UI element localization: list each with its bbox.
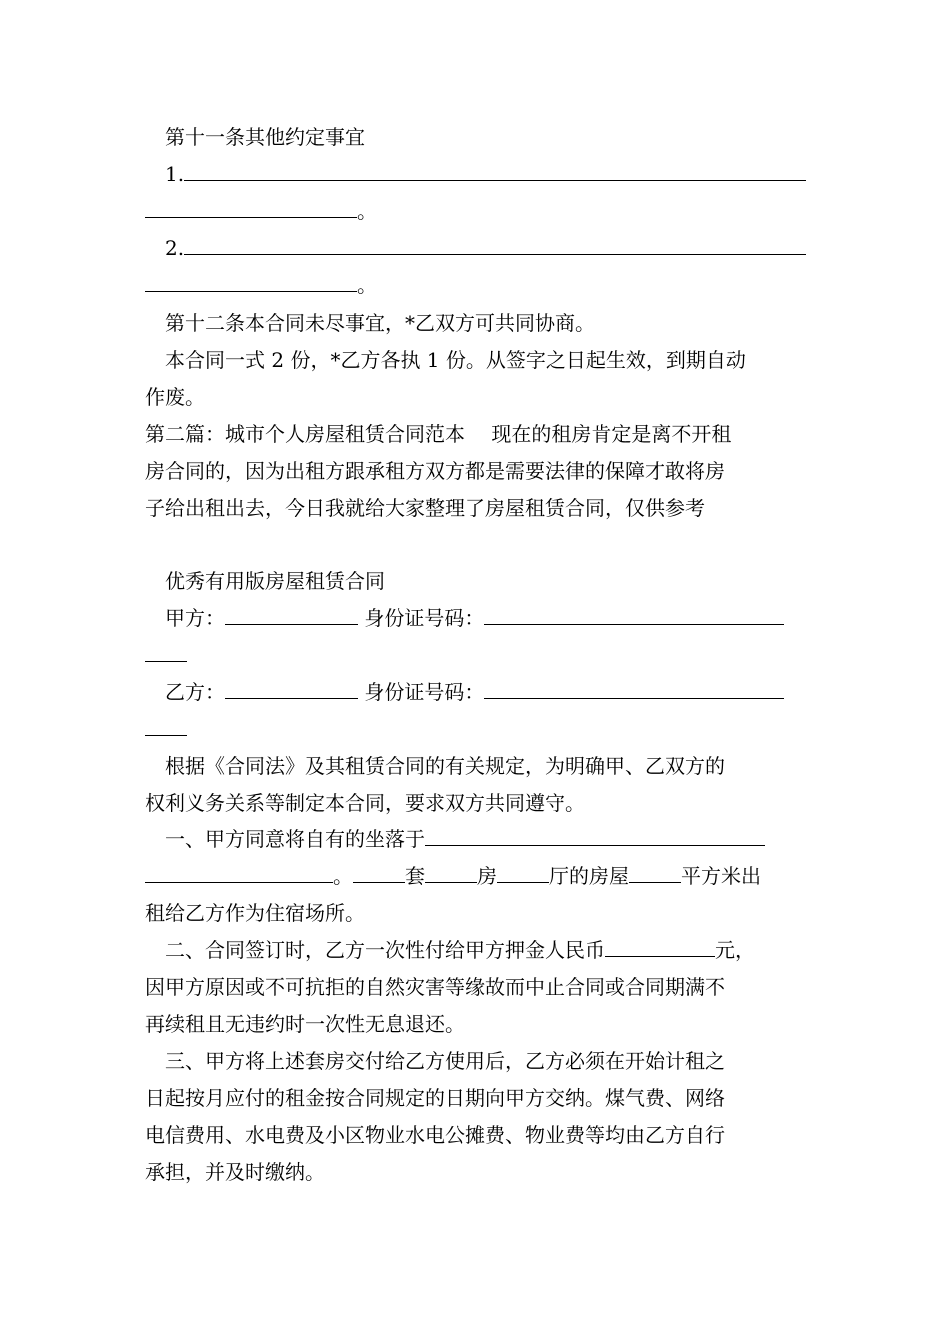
clause-1-ting-blank — [497, 858, 549, 883]
clause-2-line-3 — [145, 1006, 810, 1042]
party-a-name-blank — [225, 600, 358, 625]
clause-1-line-3 — [145, 895, 810, 931]
clause-1-area: 平方米出 — [681, 864, 761, 888]
part-2-line-1 — [145, 416, 810, 452]
part-2-text-1: 第二篇：城市个人房屋租赁合同范本 现在的租房肯定是离不开租 — [145, 422, 732, 446]
part-2-text-2: 房合同的，因为出租方跟承租方双方都是需要法律的保障才敢将房 — [145, 459, 725, 483]
party-b-id-blank — [484, 674, 784, 699]
clause-3-text-3: 电信费用、水电费及小区物业水电公摊费、物业费等均由乙方自行 — [145, 1123, 725, 1147]
copies-text-1: 本合同一式 2 份，*乙方各执 1 份。从签字之日起生效，到期自动 — [165, 348, 746, 372]
item-1-period: 。 — [357, 199, 377, 223]
clause-3-line-1 — [145, 1043, 810, 1079]
clause-1-ting: 厅的房屋 — [549, 864, 629, 888]
copies-text-2: 作废。 — [145, 385, 205, 409]
clause-2-deposit-blank — [605, 932, 715, 957]
article-12 — [145, 305, 810, 341]
contract-title-text: 优秀有用版房屋租赁合同 — [165, 569, 385, 593]
part-2-line-2 — [145, 453, 810, 489]
clause-1-period: 。 — [333, 864, 353, 888]
party-b-continuation — [145, 711, 810, 747]
party-b-line — [145, 674, 810, 710]
article-12-text: 第十二条本合同未尽事宜，*乙双方可共同协商。 — [165, 311, 595, 335]
clause-2-text-3: 再续租且无违约时一次性无息退还。 — [145, 1012, 465, 1036]
clause-1-fang-blank — [425, 858, 477, 883]
clause-3-text-1: 三、甲方将上述套房交付给乙方使用后，乙方必须在开始计租之 — [165, 1049, 725, 1073]
party-a-continuation — [145, 637, 810, 673]
clause-2-text-1: 二、合同签订时，乙方一次性付给甲方押金人民币 — [165, 938, 605, 962]
clause-1-location-blank — [425, 821, 765, 846]
party-b-name-blank — [225, 674, 358, 699]
clause-2-line-2 — [145, 969, 810, 1005]
party-b-id-label: 身份证号码： — [358, 680, 485, 704]
clause-1-fang: 房 — [477, 864, 497, 888]
party-a-line — [145, 600, 810, 636]
item-2-label: 2. — [165, 236, 185, 260]
item-1-blank-cont — [145, 193, 357, 218]
item-1-continuation — [145, 193, 810, 229]
item-1-blank — [184, 156, 806, 181]
article-11-title-text: 第十一条其他约定事宜 — [165, 125, 365, 149]
party-b-id-blank-cont — [145, 711, 187, 736]
clause-2-text-2: 因甲方原因或不可抗拒的自然灾害等缘故而中止合同或合同期满不 — [145, 975, 725, 999]
party-a-id-blank-cont — [145, 637, 187, 662]
copies-line-1 — [145, 342, 810, 378]
article-11-title — [145, 119, 810, 155]
clause-3-line-2 — [145, 1080, 810, 1116]
basis-text-2: 权利义务关系等制定本合同，要求双方共同遵守。 — [145, 791, 585, 815]
item-1-label: 1. — [165, 162, 185, 186]
clause-1-area-blank — [629, 858, 681, 883]
party-a-id-label: 身份证号码： — [358, 606, 485, 630]
clause-3-line-4 — [145, 1154, 810, 1190]
clause-1-tao: 套 — [405, 864, 425, 888]
clause-1-line-1 — [145, 821, 810, 857]
basis-line-2 — [145, 785, 810, 821]
item-2-blank — [184, 230, 806, 255]
clause-3-text-2: 日起按月应付的租金按合同规定的日期向甲方交纳。煤气费、网络 — [145, 1086, 725, 1110]
contract-title — [145, 563, 810, 599]
item-2-line — [145, 230, 810, 266]
item-2-continuation — [145, 267, 810, 303]
clause-1-text-1: 一、甲方同意将自有的坐落于 — [165, 827, 425, 851]
basis-line-1 — [145, 748, 810, 784]
clause-1-line-2 — [145, 858, 810, 894]
clause-2-line-1 — [145, 932, 810, 968]
party-a-id-blank — [484, 600, 784, 625]
item-1-line — [145, 156, 810, 192]
clause-1-location-blank-cont — [145, 858, 333, 883]
clause-3-text-4: 承担，并及时缴纳。 — [145, 1160, 325, 1184]
clause-3-line-3 — [145, 1117, 810, 1153]
item-2-blank-cont — [145, 267, 357, 292]
clause-2-yuan: 元， — [715, 938, 755, 962]
part-2-line-3 — [145, 490, 810, 526]
basis-text-1: 根据《合同法》及其租赁合同的有关规定，为明确甲、乙双方的 — [165, 754, 725, 778]
part-2-text-3: 子给出租出去，今日我就给大家整理了房屋租赁合同，仅供参考 — [145, 496, 705, 520]
clause-1-tao-blank — [353, 858, 405, 883]
clause-1-text-3: 租给乙方作为住宿场所。 — [145, 901, 365, 925]
copies-line-2 — [145, 379, 810, 415]
party-a-label: 甲方： — [165, 606, 225, 630]
party-b-label: 乙方： — [165, 680, 225, 704]
item-2-period: 。 — [357, 273, 377, 297]
